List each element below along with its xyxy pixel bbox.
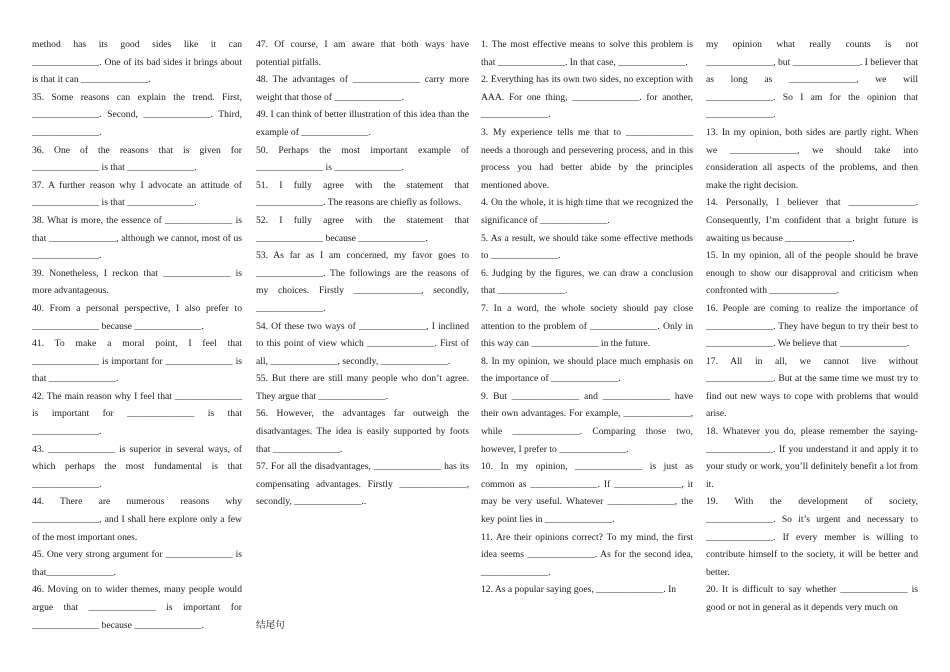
sentence-paragraph: 52. I fully agree with the statement that ______________ because ______________. bbox=[256, 214, 469, 244]
sentence-paragraph: my opinion what really counts is not ______________, but ______________. I believer that as long as ______________, we will ______________. So I am for the opinion that ______________. bbox=[706, 39, 918, 121]
column-3 bbox=[481, 36, 693, 599]
sentence-paragraph: 50. Perhaps the most important example of ______________ is ______________. bbox=[256, 144, 469, 174]
sentence-paragraph: 11. Are their opinions correct? To my mind, the first idea seems ______________. As for the second idea, ______________. bbox=[481, 531, 693, 578]
sentence-paragraph: 38. What is more, the essence of ______________ is that ______________, although we cannot, most of us ______________. bbox=[32, 214, 242, 262]
sentence-paragraph: 18. Whatever you do, please remember the saying- ______________. If you understand it and apply it to your study or work, you’ll definitely benefit a lot from it. bbox=[706, 426, 918, 490]
sentence-paragraph: 9. But ______________ and ______________ have their own advantages. For example, ______________, while ______________. Comparing those two, however, I prefer to ______________. bbox=[481, 390, 693, 455]
sentence-paragraph: 1. The most effective means to solve this problem is that ______________. In that case, ______________. bbox=[481, 39, 693, 68]
sentence-paragraph: 10. In my opinion, ______________ is just as common as ______________. If ______________, it may be very useful. Whatever ______________, the key point lies in ______________. bbox=[481, 461, 693, 526]
sentence-paragraph: 56. However, the advantages far outweigh the disadvantages. The idea is easily supported by foots that ______________. bbox=[256, 408, 469, 455]
sentence-paragraph: 16. People are coming to realize the importance of ______________. They have begun to try their best to ______________. We believe that ______________. bbox=[706, 302, 918, 350]
sentence-paragraph: 41. To make a moral point, I feel that ______________ is important for ______________ is that ______________. bbox=[32, 338, 242, 385]
sentence-paragraph: 4. On the whole, it is high time that we recognized the significance of ______________. bbox=[481, 197, 693, 226]
sentence-paragraph: 54. Of these two ways of ______________, I inclined to this point of view which ______________. First of all, ______________, secondly, ______________. bbox=[256, 320, 469, 367]
sentence-paragraph: 44. There are numerous reasons why ______________, and I shall here explore only a few of the most important ones. bbox=[32, 496, 242, 543]
sentence-paragraph: 17. All in all, we cannot live without ______________. But at the same time we must try to find out new ways to cope with problems that would arise. bbox=[706, 355, 918, 420]
sentence-paragraph: 36. One of the reasons that is given for ______________ is that ______________. bbox=[32, 144, 242, 174]
sentence-paragraph: 13. In my opinion, both sides are partly right. When we ______________, we should take into consideration all aspects of the problems, and then make the right decision. bbox=[706, 126, 918, 191]
sentence-paragraph: 6. Judging by the figures, we can draw a conclusion that ______________. bbox=[481, 267, 693, 297]
sentence-paragraph: 45. One very strong argument for ______________ is that______________. bbox=[32, 549, 242, 578]
section-heading-ending-sentences: 结尾句 bbox=[256, 620, 285, 631]
sentence-paragraph: 8. In my opinion, we should place much emphasis on the importance of ______________. bbox=[481, 355, 693, 385]
sentence-paragraph: 5. As a result, we should take some effective methods to ______________. bbox=[481, 232, 693, 262]
sentence-paragraph: 7. In a word, the whole society should pay close attention to the problem of ______________. Only in this way can ______________ in the future. bbox=[481, 302, 693, 350]
sentence-paragraph: method has its good sides like it can ______________. One of its bad sides it brings about is that it can ______________. bbox=[32, 39, 242, 86]
sentence-paragraph: 53. As far as I am concerned, my favor goes to ______________. The followings are the reasons of my choices. Firstly ______________, secondly, ______________. bbox=[256, 250, 469, 314]
sentence-paragraph: 42. The main reason why I feel that ______________ is important for ______________ is that ______________. bbox=[32, 390, 242, 438]
sentence-paragraph: 40. From a personal perspective, I also prefer to ______________ because ______________. bbox=[32, 302, 242, 332]
sentence-paragraph: 15. In my opinion, all of the people should be brave enough to show our disapproval and criticism when confronted with ______________. bbox=[706, 250, 918, 297]
sentence-paragraph: 37. A further reason why I advocate an attitude of ______________ is that ______________. bbox=[32, 179, 242, 209]
sentence-paragraph: 49. I can think of better illustration of this idea than the example of ______________. bbox=[256, 109, 469, 138]
sentence-paragraph: 2. Everything has its own two sides, no exception with AAA. For one thing, ______________. for another, ______________. bbox=[481, 74, 693, 121]
sentence-paragraph: 19. With the development of society, ______________. So it’s urgent and necessary to ______________. If every member is willing to contribute himself to the society, it will be better and better. bbox=[706, 496, 918, 578]
column-4 bbox=[706, 36, 918, 617]
sentence-paragraph: 14. Personally, I believer that ______________. Consequently, I’m confident that a bright future is awaiting us because ______________. bbox=[706, 197, 918, 244]
sentence-paragraph: 46. Moving on to wider themes, many people would argue that ______________ is important for ______________ because ______________. bbox=[32, 584, 242, 631]
sentence-paragraph: 47. Of course, I am aware that both ways have potential pitfalls. bbox=[256, 39, 469, 68]
sentence-paragraph: 35. Some reasons can explain the trend. First, ______________. Second, ______________. Third, ______________. bbox=[32, 91, 242, 138]
sentence-paragraph: 51. I fully agree with the statement that ______________. The reasons are chiefly as follows. bbox=[256, 179, 469, 209]
sentence-paragraph: 57. For all the disadvantages, ______________ has its compensating advantages. Firstly ______________, secondly, ______________.. bbox=[256, 461, 469, 508]
sentence-paragraph: 3. My experience tells me that to ______________ needs a thorough and persevering process, and in this process you had better abide by the principles mentioned above. bbox=[481, 126, 693, 191]
sentence-paragraph: 55. But there are still many people who don’t agree. They argue that ______________. bbox=[256, 373, 469, 402]
sentence-paragraph: 48. The advantages of ______________ carry more weight that those of ______________. bbox=[256, 74, 469, 103]
sentence-paragraph: 43. ______________ is superior in several ways, of which perhaps the most fundamental is that ______________. bbox=[32, 443, 242, 490]
column-1 bbox=[32, 36, 242, 634]
sentence-paragraph: 20. It is difficult to say whether ______________ is good or not in general as it depends very much on bbox=[706, 584, 918, 613]
column-2 bbox=[256, 36, 469, 511]
sentence-paragraph: 12. As a popular saying goes, ______________. In bbox=[481, 584, 677, 596]
sentence-paragraph: 39. Nonetheless, I reckon that ______________ is more advantageous. bbox=[32, 267, 242, 297]
